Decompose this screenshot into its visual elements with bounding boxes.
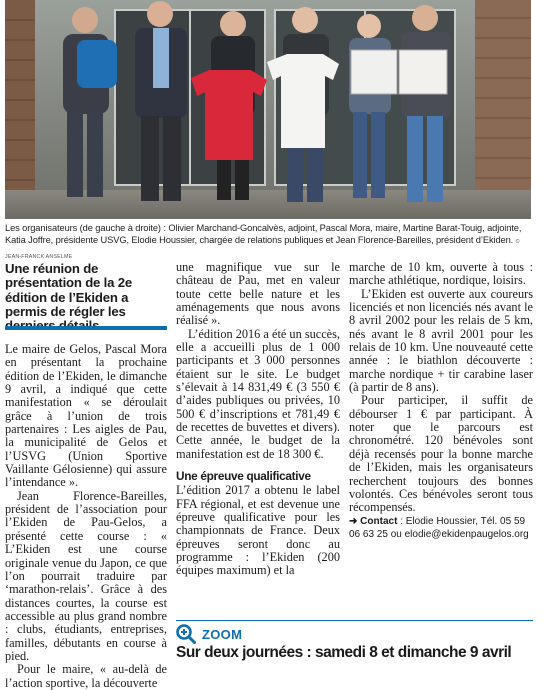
photo-caption	[5, 222, 533, 263]
paragraph: L’édition 2016 a été un succès, elle a accueilli plus de 1 000 participants et 3 000 personnes étaient sur le site. Le budget s’élevait à 14 831,49 € (3 550 € d’aides publiques ou privées, 10 500 € d’inscriptions et 781,49 € de recettes de buvettes et divers). Cette année, le budget de la manifestation est de 18 300 €.	[176, 326, 340, 461]
group-photo-illustration	[5, 0, 531, 219]
zoom-magnifier-icon	[176, 624, 196, 644]
paragraph: L’Ekiden est ouverte aux coureurs licenciés et non licenciés nés avant le 8 avril 2002 pour les relais de 5 km, nés avant le 8 avril 2001 pour les relais de 10 km. Une nouveauté cette année : le biathlon découverte : marche nordique + tir carabine laser (à partir de 8 ans).	[349, 286, 533, 395]
article-column-3	[349, 261, 533, 541]
caption-text: Les organisateurs (de gauche à droite) : Olivier Marchand-Goncalvès, adjoint, Pascal Mora, maire, Martine Barat-Touig, adjointe, Katia Joffre, présidente USVG, Elodie Houssier, chargée de relations publiques et Jean Florence-Bareilles, président d’Ekiden.	[5, 223, 522, 246]
contact-label: Contact	[360, 515, 398, 527]
zoom-divider	[176, 620, 533, 621]
paragraph: Pour le maire, « au-delà de l’action sportive, la découverte	[5, 662, 167, 690]
paragraph: Le maire de Gelos, Pascal Mora en présentant la prochaine édition de l’Ekiden, le dimanche 9 avril, a indiqué que cette manifestation « se déroulait grâce à l’union de trois partenaires : Les aigles de Pau, la municipalité de Gelos et l’USVG (Union Sportive Vaillante Gélosienne) qui assure l’intendance ».	[5, 342, 167, 490]
article-column-2	[176, 261, 340, 578]
article-column-1	[5, 343, 167, 690]
contact-block	[349, 515, 533, 542]
photo-credit: © JEAN-FRANCK ANSELME	[5, 239, 520, 260]
contact-details: : Elodie Houssier, Tél. 05 59 06 63 25 ou elodie@ekidenpaugelos.org	[349, 515, 529, 540]
paragraph: une magnifique vue sur le château de Pau, met en valeur toute cette belle nature et les aménagements que nous avons réalisé ».	[176, 260, 340, 328]
zoom-headline: Sur deux journées : samedi 8 et dimanche 9 avril	[176, 644, 512, 661]
paragraph: Jean Florence-Bareilles, président de l’association pour l’Ekiden de Pau-Gelos, a présenté cette course : « L’Ekiden est une course originale venue du Japon, ce que l’on pourrait traduire par ‘marathon-relais’. Grâce à des distances courtes, la course est accessible au plus grand nombre : clubs, étudiants, entreprises, familles, débutants en course à pied.	[5, 488, 167, 663]
paragraph: marche de 10 km, ouverte à tous : marche athlétique, nordique, loisirs.	[349, 260, 533, 288]
group-photo	[5, 0, 531, 219]
contact-arrow-icon: ➜	[349, 515, 358, 527]
paragraph: L’édition 2017 a obtenu le label FFA régional, et est devenue une épreuve qualificative pour les championnats de France. Deux épreuves seront donc au programme : l’Ekiden (200 équipes maximum) et la	[176, 483, 340, 578]
zoom-label: ZOOM	[202, 626, 243, 642]
article-lead: Une réunion de présentation de la 2e édition de l’Ekiden a permis de régler les	[5, 261, 132, 319]
paragraph: Pour participer, il suffit de débourser 1 € par participant. À noter que le parcours est chronométré. 120 bénévoles sont déjà recensés pour la bonne marche de l’Ekiden, mais les organisateurs recherchent toujours des bonnes volontés. Ces bénévoles seront tous récompensés.	[349, 393, 533, 515]
section-subhead: Une épreuve qualificative	[176, 469, 311, 484]
zoom-tag	[176, 624, 242, 644]
lead-divider	[5, 326, 167, 330]
